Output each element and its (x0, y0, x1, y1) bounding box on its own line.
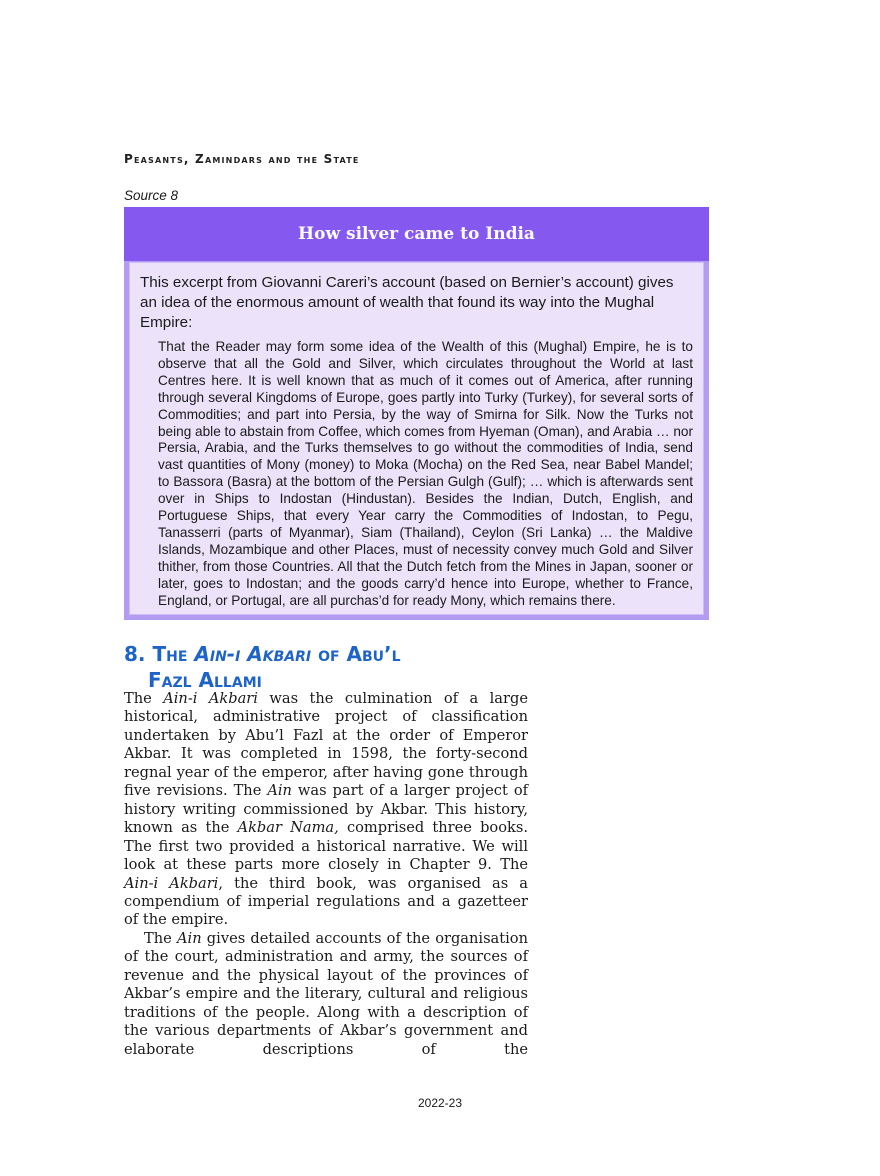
source-box (124, 207, 709, 620)
text-run: , the third book, was organised as a compendium of imperial regulations and a gazetteer of the empire. (124, 874, 528, 929)
body-text (124, 690, 528, 1059)
paragraph-2 (124, 930, 528, 1059)
italic-term: Ain (267, 782, 292, 800)
italic-term: Akbar Nama, (237, 819, 339, 837)
text-run: was the culmination of a large historical, administrative project of classification undertaken by Abu’l Fazl at the order of Emperor Akbar. It was completed in 1598, the forty-second regnal year of the emperor, after having gone through five revisions. The (124, 690, 528, 800)
text-run: was part of a larger project of history writing commissioned by Akbar. This history, known as the (124, 782, 529, 837)
section-title-pre: The (152, 642, 188, 666)
source-box-title: How silver came to India (124, 207, 709, 261)
section-title-post: of Abu’l (318, 642, 401, 666)
text-run: comprised three books. The first two provided a historical narrative. We will look at these parts more closely in Chapter 9. The (124, 819, 528, 874)
paragraph-1 (124, 690, 528, 930)
section-heading (124, 641, 401, 693)
running-head (124, 152, 360, 166)
section-title-em: Ain-i Akbari (194, 642, 312, 666)
text-run: The (144, 929, 177, 947)
italic-term: Ain (176, 929, 202, 947)
source-quote: That the Reader may form some idea of the Wealth of this (Mughal) Empire, he is to observe that all the Gold and Silver, which circulates throughout the World at last Centres here. It is well known that as much of it comes out of America, after running through several Kingdoms of Europe, goes partly into Turky (Turkey), for several sorts of Commodities; and part into Persia, by the way of Smirna for Silk. Now the Turks not being able to abstain from Coffee, which comes from Hyeman (Oman), and Arabia … nor Persia, Arabia, and the Turks themselves to go without the commodities of India, send vast quantities of Mony (money) to Moka (Mocha) on the Red Sea, near Babel Mandel; to Bassora (Basra) at the bottom of the Persian Gulgh (Gulf); … which is afterwards sent over in Ships to Indostan (Hindustan). Besides the Indian, Dutch, English, and Portuguese Ships, that every Year carry the Commodities of Indostan, to Pegu, Tanasserri (parts of Myanmar), Siam (Thailand), Ceylon (Sri Lanka) … the Maldive Islands, Mozambique and other Places, must of necessity convey much Gold and Silver thither, from those Countries. All that the Dutch fetch from the Mines in Japan, sooner or later, goes to Indostan; and the goods carry’d hence into Europe, whether to France, England, or Portugal, are all purchas’d for ready Mony, which remains there. (158, 339, 693, 608)
italic-term: Ain-i Akbari (124, 874, 219, 892)
text-run: The (124, 690, 164, 707)
running-head-text: Peasants, Zamindars and the State (124, 152, 360, 166)
source-box-content (129, 262, 704, 615)
source-label: Source 8 (124, 188, 179, 203)
text-run: gives detailed accounts of the organisation of the court, administration and army, the sources of revenue and the physical layout of the provinces of Akbar’s empire and the literary, cultural and religious traditions of the people. Along with a description of the various departments of Akbar’s government and elaborate descriptions of the (124, 929, 528, 1058)
section-title-line2: Fazl Allami (148, 668, 262, 692)
italic-term: Ain-i Akbari (163, 690, 258, 707)
source-intro: This excerpt from Giovanni Careri’s account (based on Bernier’s account) gives an idea of the enormous amount of wealth that found its way into the Mughal Empire: (140, 274, 674, 331)
section-number: 8. (124, 642, 146, 666)
page-footer: 2022-23 (417, 1096, 463, 1110)
